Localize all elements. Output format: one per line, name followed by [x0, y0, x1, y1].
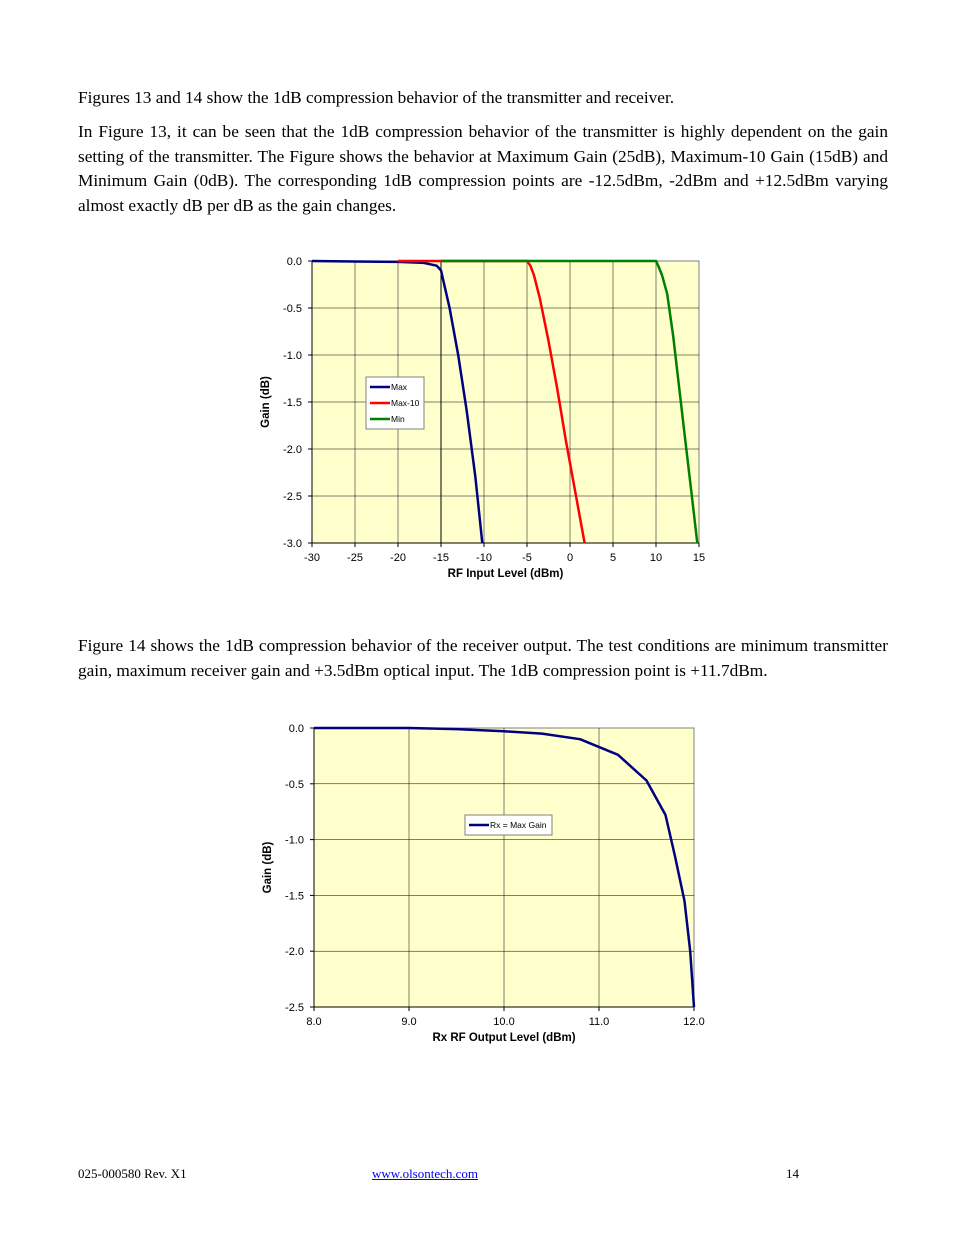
x-tick-label: 10 — [649, 552, 663, 564]
x-tick-label: 9.0 — [401, 1016, 417, 1028]
y-tick-label: -2.0 — [283, 444, 302, 456]
y-tick-label: -1.0 — [283, 350, 302, 362]
x-tick-label: 11.0 — [588, 1016, 610, 1028]
x-axis-title: Rx RF Output Level (dBm) — [432, 1032, 576, 1044]
figure-14-chart — [250, 716, 720, 1061]
y-tick-label: -2.0 — [285, 946, 304, 959]
y-axis-title: Gain (dB) — [262, 841, 274, 894]
intro-paragraph: Figures 13 and 14 show the 1dB compression behavior of the transmitter and receiver. — [78, 88, 675, 107]
legend-label: Rx = Max Gain — [490, 820, 547, 830]
x-tick-label: -25 — [347, 552, 363, 564]
y-tick-label: 0.0 — [288, 723, 304, 735]
figure14-description-paragraph: Figure 14 shows the 1dB compression behavior of the receiver output. The test conditions are minimum transmitter gain, maximum receiver gain and +3.5dBm optical input. The 1dB compression point is +11.7dBm. — [78, 636, 888, 680]
x-tick-label: 8.0 — [306, 1016, 322, 1028]
y-axis-title: Gain (dB) — [260, 376, 272, 428]
x-tick-label: 12.0 — [683, 1016, 705, 1028]
figure-13-chart — [250, 248, 720, 593]
legend-label: Max — [391, 382, 408, 392]
x-tick-label: -20 — [390, 552, 406, 564]
x-tick-label: 15 — [692, 552, 706, 564]
x-tick-label: -15 — [433, 552, 449, 564]
y-tick-label: -1.5 — [285, 890, 304, 903]
x-tick-label: 0 — [566, 552, 574, 564]
y-tick-label: -3.0 — [283, 538, 302, 550]
figure13-description-paragraph: In Figure 13, it can be seen that the 1dB compression behavior of the transmitter is highly dependent on the gain setting of the transmitter. The Figure shows the behavior at Maximum Gain (25dB), Maximum-10 Gain (15dB) and Minimum Gain (0dB). The corresponding 1dB compression points are -12.5dBm, -2dBm and +12.5dBm varying almost exactly dB per dB as the gain changes. — [78, 122, 888, 215]
y-tick-label: 0.0 — [286, 256, 302, 268]
x-tick-label: 5 — [609, 552, 617, 564]
y-tick-label: -2.5 — [283, 491, 302, 503]
footer-doc-number: 025-000580 Rev. X1 — [78, 1166, 187, 1181]
legend-label: Min — [391, 414, 405, 424]
footer-page-number: 14 — [786, 1166, 799, 1181]
y-tick-label: -0.5 — [283, 303, 302, 315]
footer-website-link[interactable]: www.olsontech.com — [372, 1166, 479, 1181]
y-tick-label: -1.0 — [285, 834, 304, 847]
x-axis-title: RF Input Level (dBm) — [447, 568, 564, 580]
legend-label: Max-10 — [391, 398, 420, 408]
y-tick-label: -0.5 — [285, 778, 304, 791]
x-tick-label: -10 — [476, 552, 492, 564]
x-tick-label: -30 — [304, 552, 320, 564]
x-tick-label: 10.0 — [493, 1016, 515, 1028]
x-tick-label: -5 — [522, 552, 532, 564]
y-tick-label: -2.5 — [285, 1002, 304, 1014]
y-tick-label: -1.5 — [283, 397, 302, 409]
